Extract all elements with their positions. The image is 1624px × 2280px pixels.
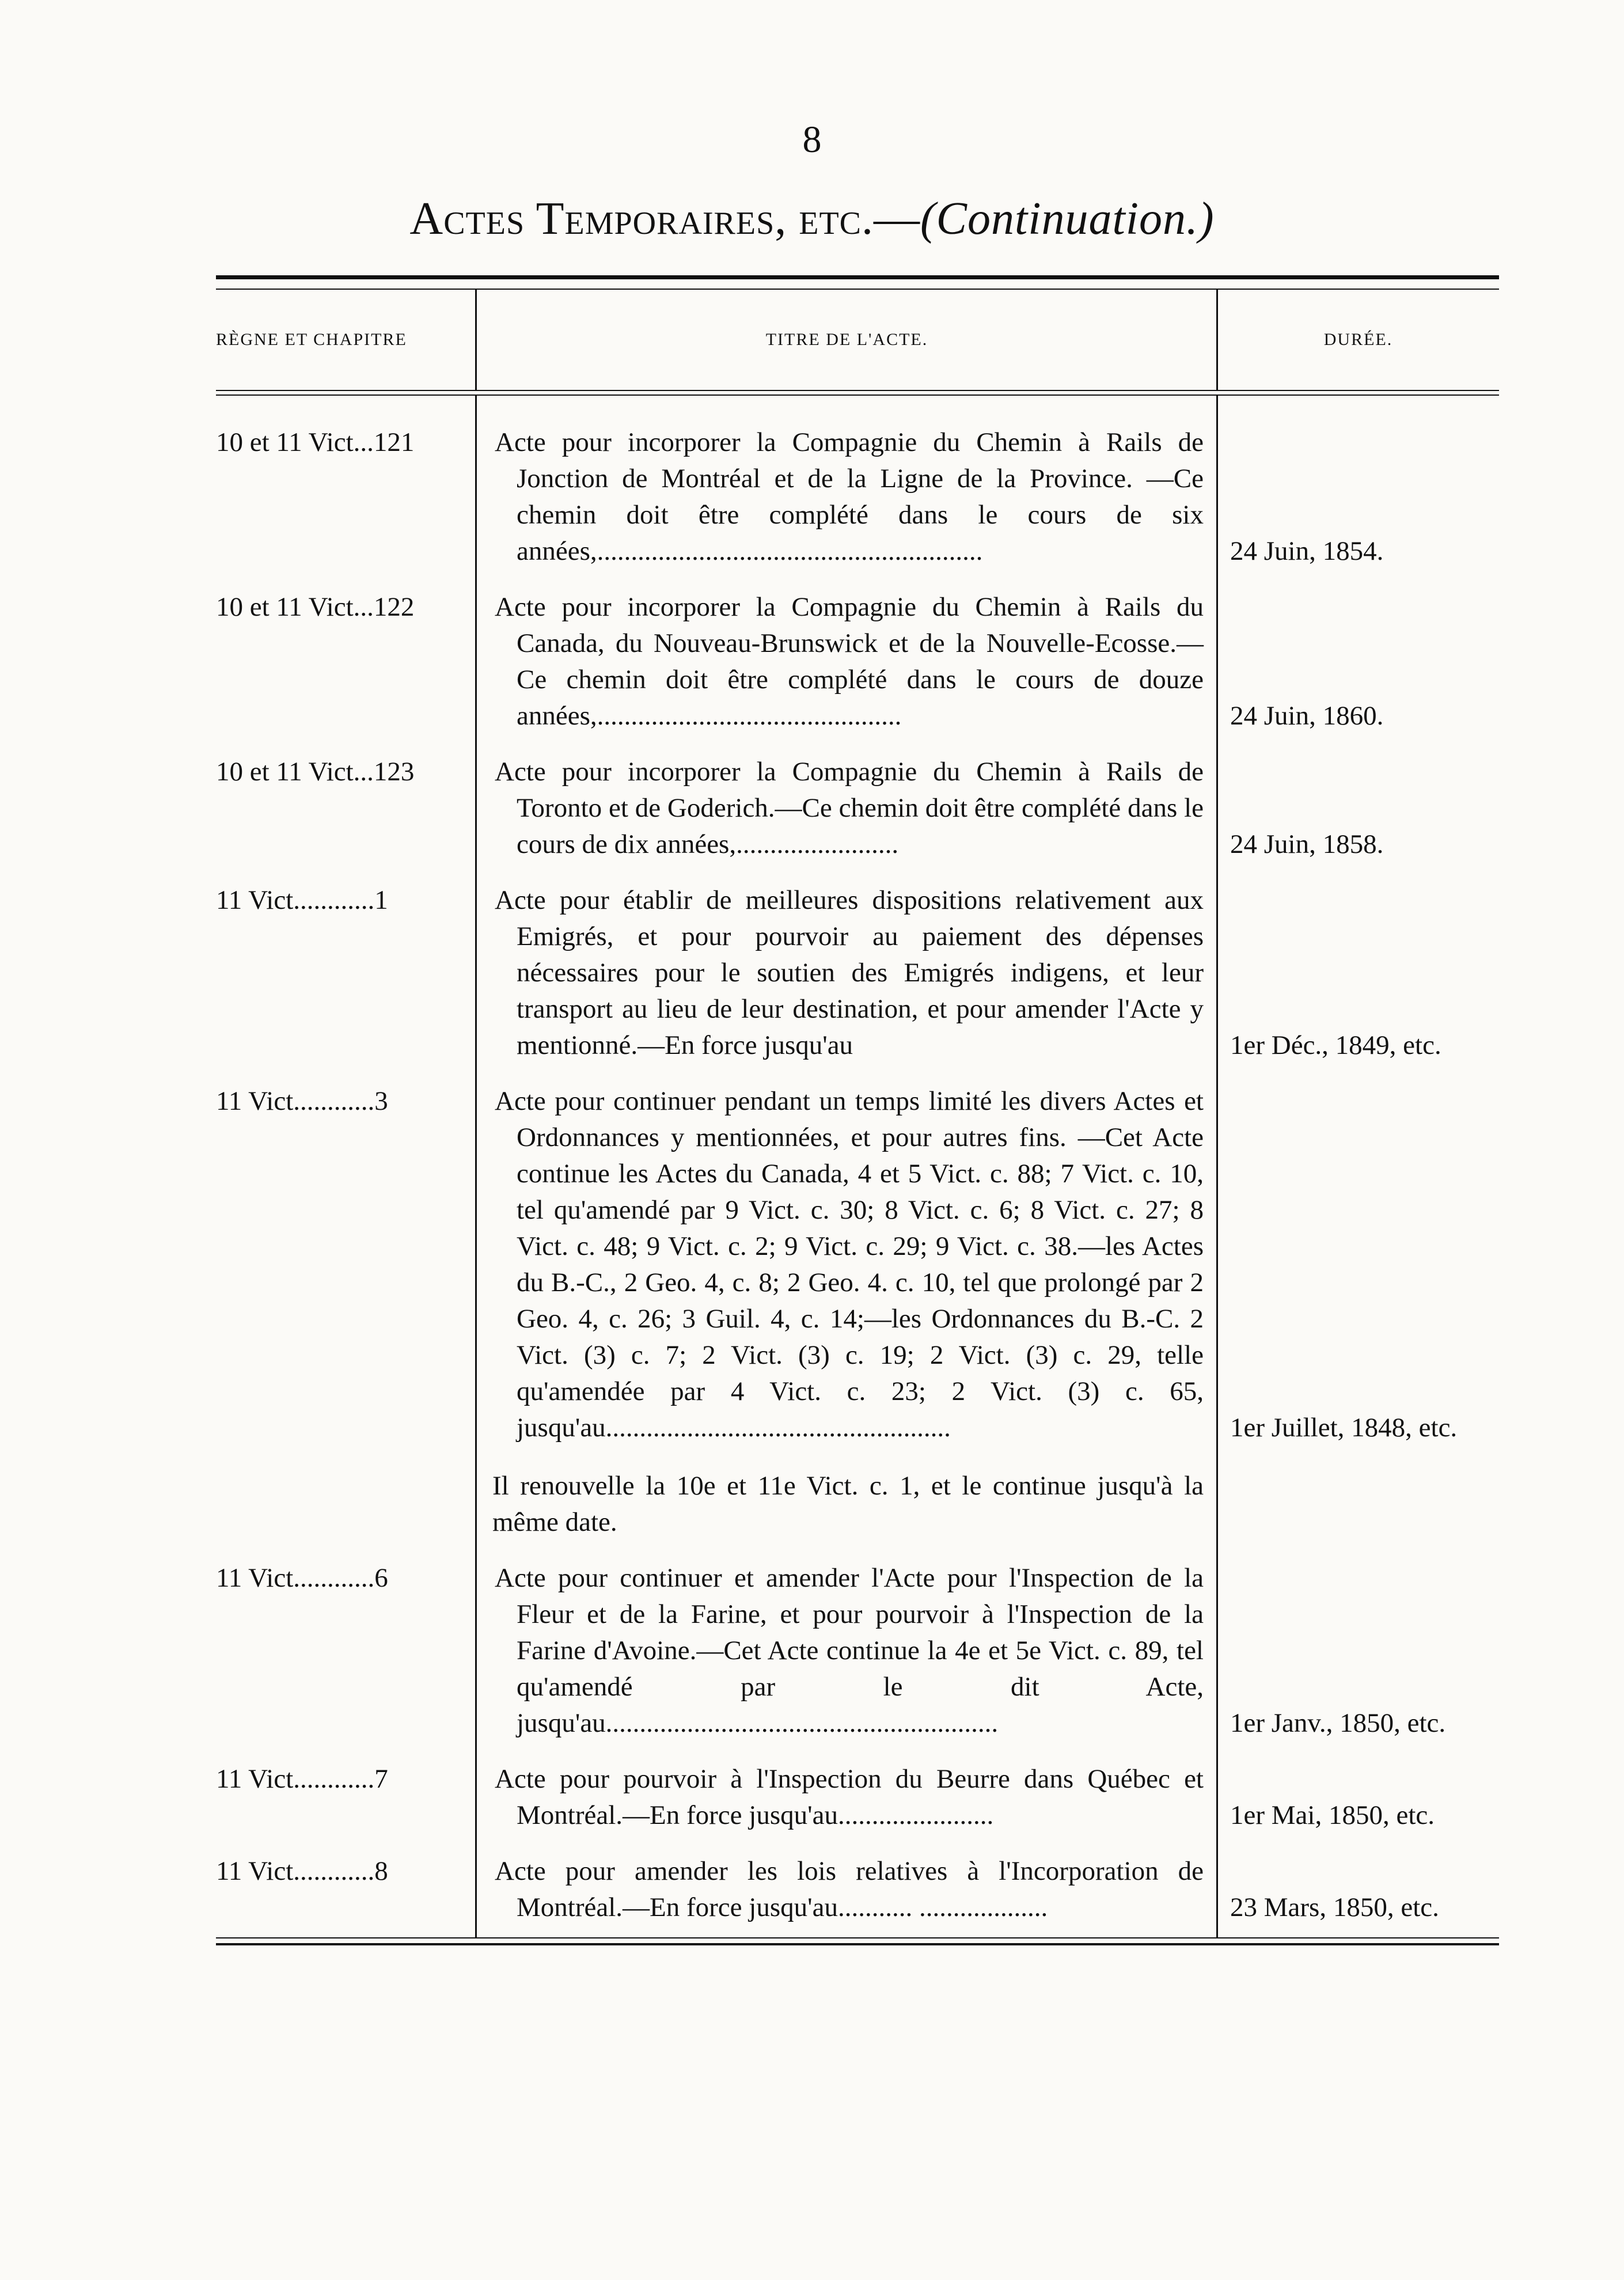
column-divider xyxy=(475,396,477,1937)
reign-chapter-cell: 11 Vict............3 xyxy=(216,1086,388,1116)
reign-chapter-cell: 10 et 11 Vict...121 xyxy=(216,427,415,457)
act-title-text: Acte pour continuer et amender l'Acte pour l'Inspection de la Fleur et de la Farine, et pour pourvoir à l'Inspection de la Farine d'Avoine.—Cet Acte continue la 4e et 5e Vict. c. 89, tel qu'amendé par le dit Acte, jusqu'au.......................................................... xyxy=(495,1563,1204,1738)
act-title-text: Acte pour incorporer la Compagnie du Chemin à Rails de Jonction de Montréal et de la Ligne de la Province. —Ce chemin doit être complété dans le cours de six années,......................................................... xyxy=(495,427,1204,566)
duration-cell xyxy=(1217,1560,1499,1742)
duration-text: 1er Janv., 1850, etc. xyxy=(1230,1708,1446,1738)
reign-chapter-cell: 10 et 11 Vict...122 xyxy=(216,592,415,622)
duration-cell xyxy=(1217,589,1499,734)
table-header xyxy=(216,290,1499,390)
page-title-continuation: (Continuation.) xyxy=(920,194,1215,244)
duration-text: 23 Mars, 1850, etc. xyxy=(1230,1892,1439,1922)
header-rule xyxy=(216,390,1499,396)
duration-cell xyxy=(1217,1083,1499,1446)
act-title-cell xyxy=(476,589,1217,734)
act-title-text: Acte pour établir de meilleures dispositions relativement aux Emigrés, et pour pourvoir au paiement des dépenses nécessaires pour le soutien des Emigrés indigens, et leur transport au lieu de leur destination, et pour amender l'Acte y mentionné.—En force jusqu'au xyxy=(495,885,1204,1060)
act-title-cell xyxy=(476,1083,1217,1446)
duration-text: 24 Juin, 1858. xyxy=(1230,829,1384,859)
act-title-cell xyxy=(476,1853,1217,1926)
column-divider xyxy=(1216,396,1218,1937)
row-gap xyxy=(216,1064,1499,1083)
reign-chapter-cell: 11 Vict............8 xyxy=(216,1856,388,1886)
duration-cell xyxy=(1217,754,1499,863)
acts-table xyxy=(216,275,1499,1945)
act-note-text: Il renouvelle la 10e et 11e Vict. c. 1, et le continue jusqu'à la même date. xyxy=(492,1471,1204,1537)
column-divider xyxy=(475,290,477,390)
act-title-cell xyxy=(476,1560,1217,1742)
note-spacer xyxy=(1217,1446,1499,1541)
duration-cell xyxy=(1217,1761,1499,1834)
row-gap xyxy=(216,863,1499,882)
act-note-cell xyxy=(474,1446,1217,1541)
act-title-text: Acte pour continuer pendant un temps limité les divers Actes et Ordonnances y mentionnées, et pour autres fins. —Cet Acte continue les Actes du Canada, 4 et 5 Vict. c. 88; 7 Vict. c. 10, tel qu'amendé par 9 Vict. c. 30; 8 Vict. c. 6; 8 Vict. c. 27; 8 Vict. c. 48; 9 Vict. c. 2; 9 Vict. c. 29; 9 Vict. c. 38.—les Actes du B.-C., 2 Geo. 4, c. 8; 2 Geo. 4. c. 10, tel que prolongé par 2 Geo. 4, c. 26; 3 Guil. 4, c. 14;—les Ordonnances du B.-C. 2 Vict. (3) c. 7; 2 Vict. (3) c. 19; 2 Vict. (3) c. 29, telle qu'amendée par 4 Vict. c. 23; 2 Vict. (3) c. 65, jusqu'au................................................... xyxy=(495,1086,1204,1443)
act-title-text: Acte pour pourvoir à l'Inspection du Beurre dans Québec et Montréal.—En force jusqu'au....................... xyxy=(495,1764,1204,1830)
page-number: 8 xyxy=(802,119,822,161)
table-top-rule xyxy=(216,275,1499,290)
row-gap xyxy=(216,1742,1499,1761)
act-title-cell xyxy=(476,882,1217,1064)
act-title-text: Acte pour amender les lois relatives à l'Incorporation de Montréal.—En force jusqu'au........... ................... xyxy=(495,1856,1204,1922)
page-title-main: Actes Temporaires, etc.— xyxy=(409,194,921,244)
reign-chapter-cell: 11 Vict............6 xyxy=(216,1563,388,1593)
table-body xyxy=(216,396,1499,1937)
page-title xyxy=(0,193,1624,245)
duration-text: 1er Mai, 1850, etc. xyxy=(1230,1800,1435,1830)
duration-cell xyxy=(1217,882,1499,1064)
duration-text: 1er Juillet, 1848, etc. xyxy=(1230,1413,1458,1443)
duration-cell xyxy=(1217,1853,1499,1926)
column-divider xyxy=(1216,290,1218,390)
act-title-cell xyxy=(476,754,1217,863)
duration-text: 24 Juin, 1854. xyxy=(1230,536,1384,566)
act-title-text: Acte pour incorporer la Compagnie du Chemin à Rails du Canada, du Nouveau-Brunswick et de la Nouvelle-Ecosse.—Ce chemin doit être complété dans le cours de douze années,............................................. xyxy=(495,592,1204,731)
table-bottom-rule xyxy=(216,1937,1499,1945)
duration-text: 24 Juin, 1860. xyxy=(1230,701,1384,731)
duration-text: 1er Déc., 1849, etc. xyxy=(1230,1030,1441,1060)
reign-chapter-cell: 11 Vict............1 xyxy=(216,885,388,915)
act-title-cell xyxy=(476,424,1217,570)
duration-cell xyxy=(1217,424,1499,570)
header-reign: RÈGNE ET CHAPITRE xyxy=(216,330,407,349)
row-gap xyxy=(216,734,1499,754)
row-gap xyxy=(216,1834,1499,1853)
reign-chapter-cell: 10 et 11 Vict...123 xyxy=(216,757,415,787)
note-spacer xyxy=(216,1446,476,1541)
row-gap xyxy=(216,1541,1499,1560)
row-gap xyxy=(216,570,1499,589)
header-title: TITRE DE L'ACTE. xyxy=(765,330,928,349)
header-duration: DURÉE. xyxy=(1323,330,1393,349)
reign-chapter-cell: 11 Vict............7 xyxy=(216,1764,388,1794)
act-title-text: Acte pour incorporer la Compagnie du Chemin à Rails de Toronto et de Goderich.—Ce chemin doit être complété dans le cours de dix années,........................ xyxy=(495,757,1204,859)
act-title-cell xyxy=(476,1761,1217,1834)
